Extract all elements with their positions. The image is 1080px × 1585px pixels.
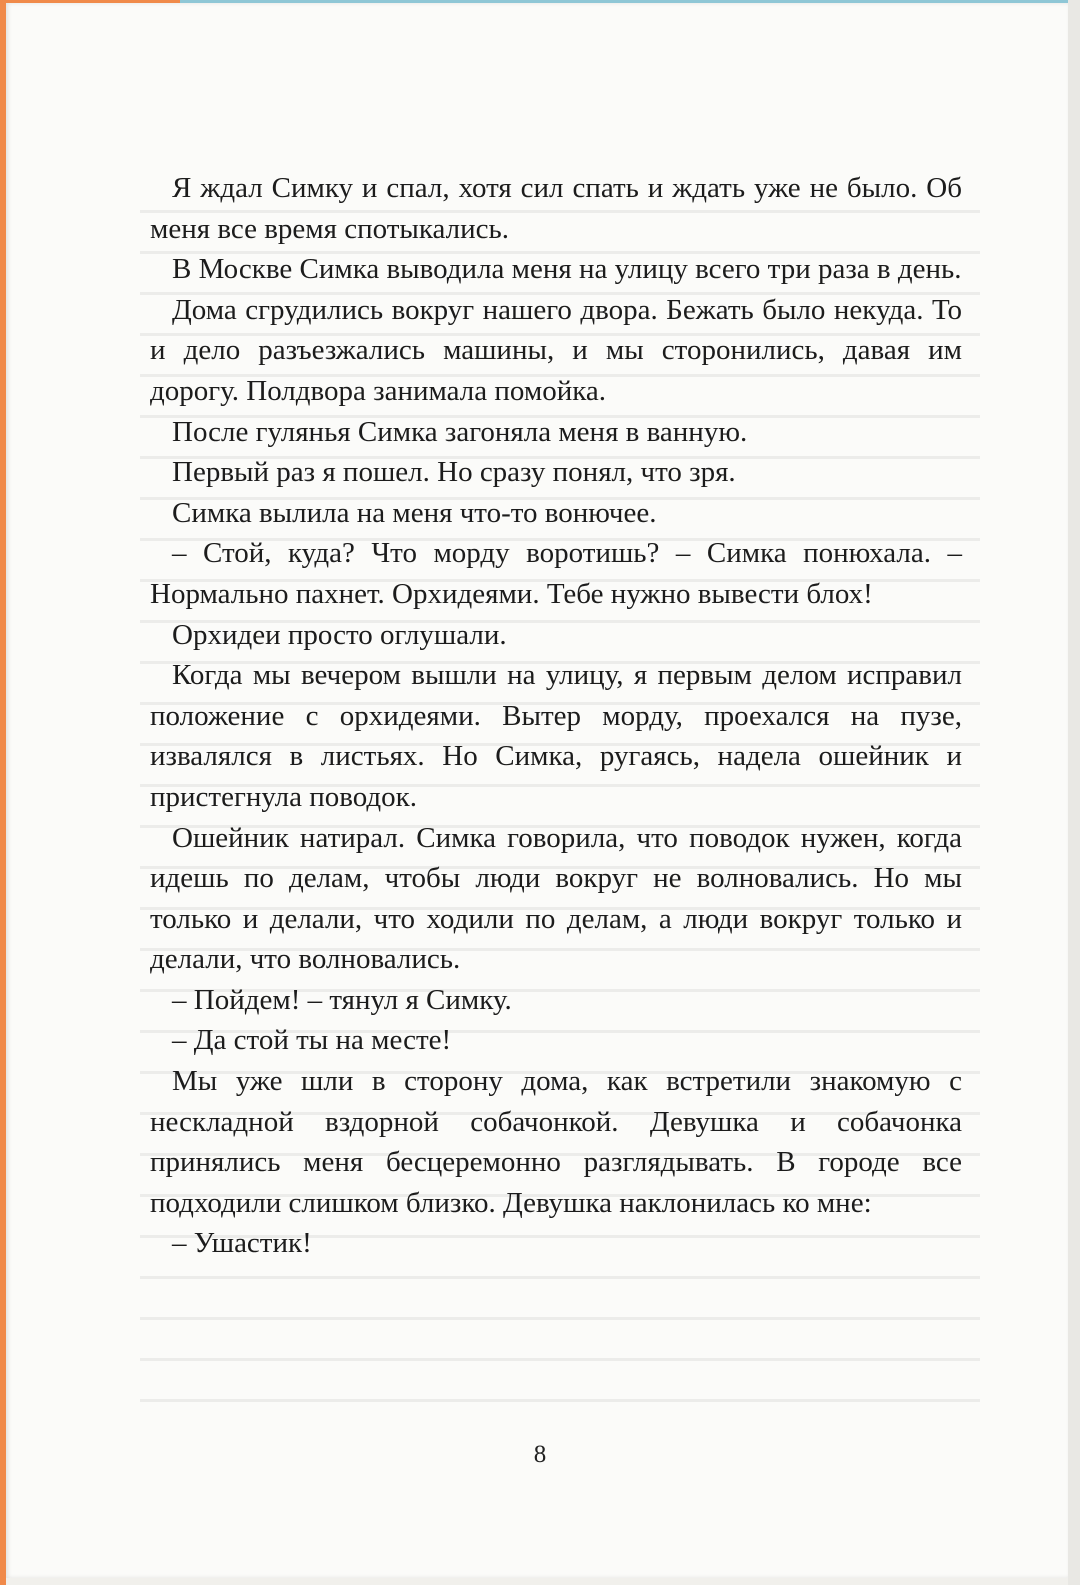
page-text [150,168,962,1264]
paragraph: После гулянья Симка загоняла меня в ванную. [172,415,748,448]
page-right-margin [1068,0,1080,1585]
paragraph: – Пойдем! – тянул я Симку. [172,983,512,1016]
paragraph: Дома сгрудились вокруг нашего двора. Бежать было некуда. То и дело разъезжались машины, и мы сторонились, давая им дорогу. Полдвора занимала помойка. [150,293,962,407]
paragraph: Когда мы вечером вышли на улицу, я первым делом исправил положение с орхидеями. Вытер морду, проехался на пузе, извалялся в листьях. Но Симка, ругаясь, надела ошейник и пристегнула поводок. [150,659,962,813]
paragraph: Орхидеи просто оглушали. [172,618,507,651]
paragraph: – Ушастик! [172,1227,312,1260]
paragraph: Первый раз я пошел. Но сразу понял, что зря. [172,456,736,489]
paragraph: Я ждал Симку и спал, хотя сил спать и ждать уже не было. Об меня все время спотыкались. [150,172,962,245]
paragraph: Симка вылила на меня что-то вонючее. [172,496,657,529]
paragraph: – Стой, куда? Что морду воротишь? – Симка понюхала. – Нормально пахнет. Орхидеями. Тебе нужно вывести блох! [150,537,962,610]
paragraph: – Да стой ты на месте! [172,1024,452,1057]
paragraph: Мы уже шли в сторону дома, как встретили знакомую с нескладной вздорной собачонкой. Девушка и собачонка принялись меня бесцеремонно разглядывать. В городе все подходили слишком близко. Девушка наклонилась ко мне: [150,1065,962,1219]
paragraph: В Москве Симка выводила меня на улицу всего три раза в день. [172,253,962,286]
paragraph: Ошейник натирал. Симка говорила, что поводок нужен, когда идешь по делам, чтобы люди вокруг не волновались. Но мы только и делали, что ходили по делам, а люди вокруг только и делали, что волновались. [150,821,962,976]
page-number: 8 [533,1441,547,1468]
